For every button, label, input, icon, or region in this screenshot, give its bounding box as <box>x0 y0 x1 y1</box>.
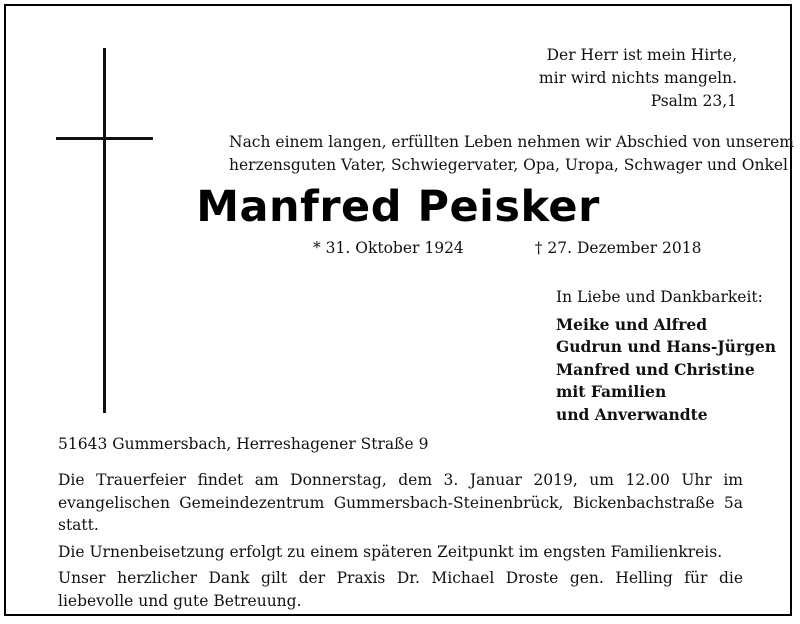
obituary-notice <box>4 4 792 616</box>
mourner-name: Manfred und Christine <box>556 359 755 379</box>
family-address: 51643 Gummersbach, Herreshagener Straße 9 <box>58 435 429 453</box>
deceased-name: Manfred Peisker <box>196 182 600 232</box>
psalm-line-2: mir wird nichts mangeln. <box>538 69 737 87</box>
mourner-name: Meike und Alfred <box>556 314 708 334</box>
intro-line-2: herzensguten Vater, Schwiegervater, Opa, Uropa, Schwager und Onkel <box>229 156 788 174</box>
thanks-paragraph: Unser herzlicher Dank gilt der Praxis Dr. Michael Droste gen. Helling für die liebevolle und gute Betreuung. <box>58 569 743 610</box>
mourner-name: mit Familien <box>556 382 667 401</box>
mourners-label: In Liebe und Dankbarkeit: <box>556 288 763 306</box>
mourner-name: und Anverwandte <box>556 404 708 424</box>
urn-paragraph: Die Urnenbeisetzung erfolgt zu einem späteren Zeitpunkt im engsten Familienkreis. <box>58 542 723 561</box>
psalm-reference: Psalm 23,1 <box>650 92 737 110</box>
funeral-paragraph: Die Trauerfeier findet am Donnerstag, dem 3. Januar 2019, um 12.00 Uhr im evangelischen Gemeindezentrum Gummersbach-Steinenbrück, Bickenbachstraße 5a statt. <box>58 471 743 534</box>
psalm-line-1: Der Herr ist mein Hirte, <box>546 46 737 64</box>
life-dates <box>313 239 702 257</box>
notice-details <box>58 469 743 616</box>
birth-date: * 31. Oktober 1924 <box>313 239 464 257</box>
death-date: † 27. Dezember 2018 <box>534 239 702 257</box>
mourner-name: Gudrun und Hans-Jürgen <box>556 337 777 356</box>
intro-line-1: Nach einem langen, erfüllten Leben nehmen wir Abschied von unserem <box>229 133 794 151</box>
intro-text <box>229 131 794 177</box>
mourners-block <box>556 286 776 426</box>
psalm-quote <box>539 44 737 113</box>
cross-icon-horizontal-bar <box>56 137 153 140</box>
